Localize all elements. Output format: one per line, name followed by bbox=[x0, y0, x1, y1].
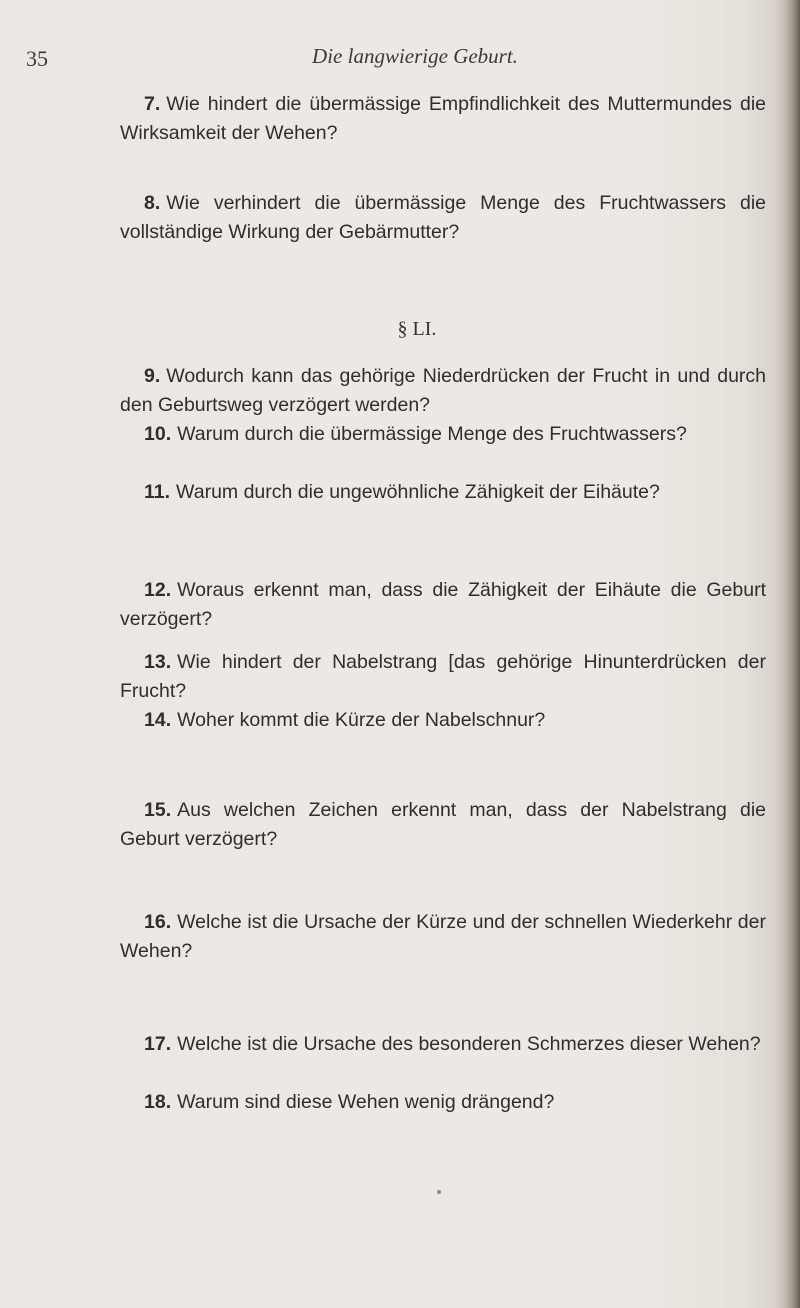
question-text: Warum durch die übermässige Menge des Fruchtwassers? bbox=[177, 423, 687, 445]
question-12 bbox=[120, 576, 766, 634]
question-9 bbox=[120, 362, 766, 420]
question-text: Wodurch kann das gehörige Niederdrücken der Frucht in und durch den Geburtsweg verzögert werden? bbox=[120, 365, 766, 416]
question-16 bbox=[120, 908, 766, 966]
question-number: 10. bbox=[144, 423, 172, 445]
page-header bbox=[0, 40, 800, 80]
question-text: Welche ist die Ursache des besonderen Schmerzes dieser Wehen? bbox=[177, 1033, 761, 1055]
question-number: 9. bbox=[144, 365, 161, 387]
question-number: 15. bbox=[144, 799, 172, 821]
question-number: 14. bbox=[144, 709, 172, 731]
question-number: 18. bbox=[144, 1091, 172, 1113]
question-number: 12. bbox=[144, 579, 172, 601]
question-text: Warum sind diese Wehen wenig drängend? bbox=[177, 1091, 555, 1113]
question-number: 16. bbox=[144, 911, 172, 933]
question-13 bbox=[120, 648, 766, 706]
question-11 bbox=[120, 478, 766, 507]
question-7 bbox=[120, 90, 766, 148]
question-text: Woher kommt die Kürze der Nabelschnur? bbox=[177, 709, 546, 731]
question-number: 13. bbox=[144, 651, 172, 673]
question-text: Wie verhindert die übermässige Menge des Fruchtwassers die vollständige Wirkung der Gebärmutter? bbox=[120, 192, 766, 243]
question-number: 8. bbox=[144, 192, 161, 214]
question-text: Welche ist die Ursache der Kürze und der schnellen Wiederkehr der Wehen? bbox=[120, 911, 766, 962]
question-15 bbox=[120, 796, 766, 854]
ink-speck bbox=[437, 1190, 441, 1194]
question-8 bbox=[120, 189, 766, 247]
running-title: Die langwierige Geburt. bbox=[312, 44, 518, 68]
question-number: 7. bbox=[144, 93, 161, 115]
question-text: Warum durch die ungewöhnliche Zähigkeit der Eihäute? bbox=[176, 481, 660, 503]
question-text: Wie hindert die übermässige Empfindlichkeit des Muttermundes die Wirksamkeit der Wehen? bbox=[120, 93, 766, 144]
page-edge-shadow bbox=[774, 0, 800, 1308]
section-heading: § LI. bbox=[397, 318, 437, 340]
question-number: 17. bbox=[144, 1033, 172, 1055]
question-10 bbox=[120, 420, 766, 449]
question-text: Aus welchen Zeichen erkennt man, dass der Nabelstrang die Geburt verzögert? bbox=[120, 799, 766, 850]
question-14 bbox=[120, 706, 766, 735]
question-18 bbox=[120, 1088, 766, 1117]
question-17 bbox=[120, 1030, 766, 1059]
page-number: 35 bbox=[26, 46, 48, 71]
question-number: 11. bbox=[144, 481, 171, 503]
question-text: Woraus erkennt man, dass die Zähigkeit der Eihäute die Geburt verzögert? bbox=[120, 579, 766, 630]
question-text: Wie hindert der Nabelstrang [das gehörige Hinunterdrücken der Frucht? bbox=[120, 651, 766, 702]
